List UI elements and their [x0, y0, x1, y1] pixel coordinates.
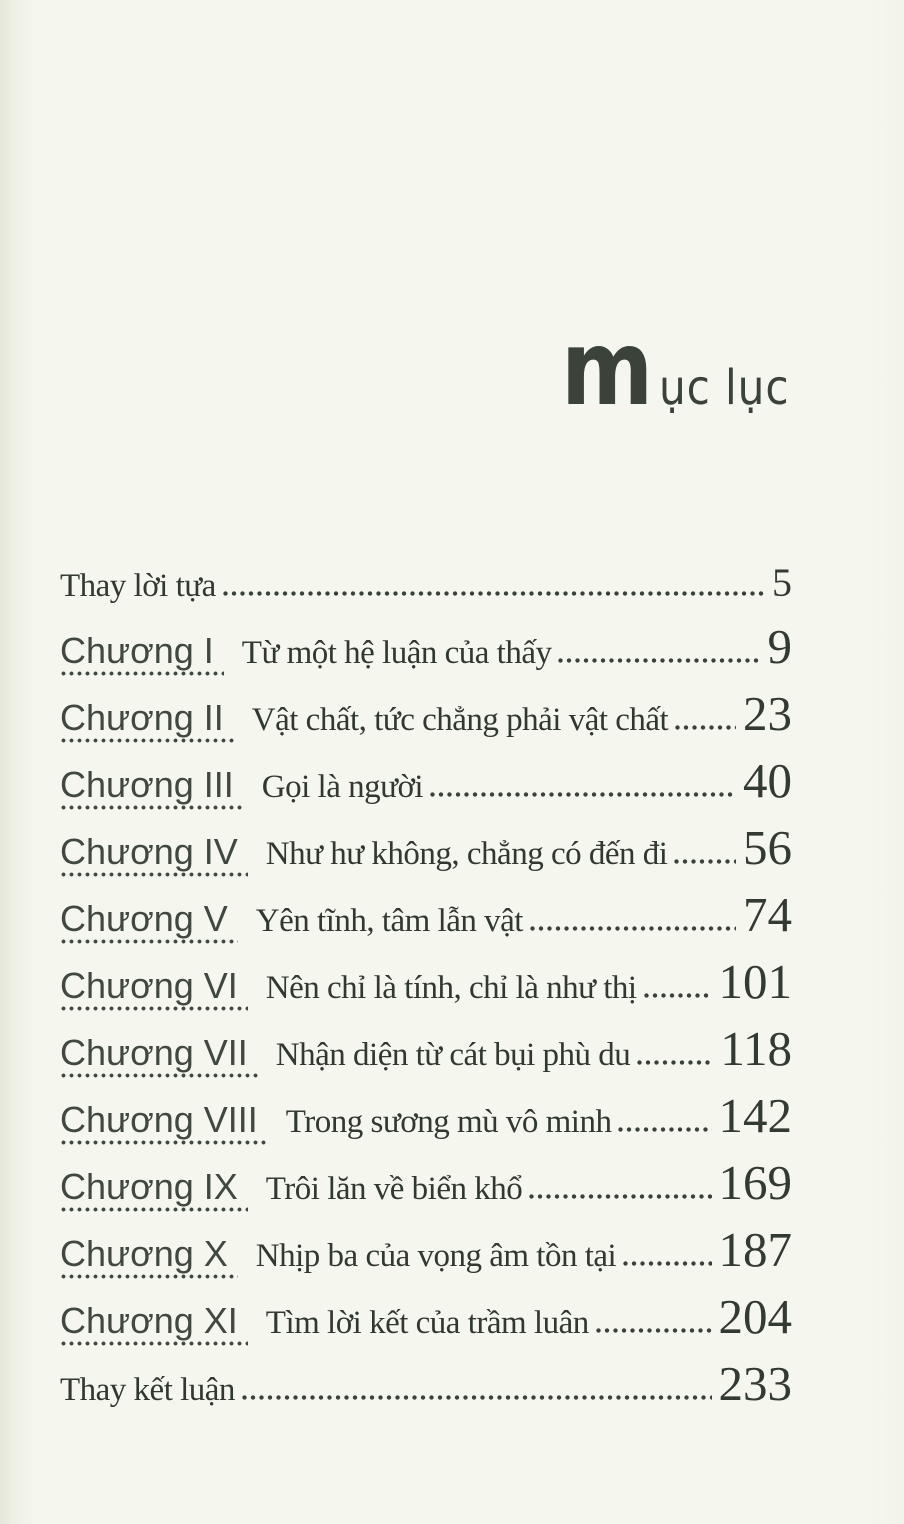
- toc-entry: [60, 887, 792, 942]
- toc-entry: [60, 1021, 792, 1076]
- chapter-label: Chương V: [60, 898, 228, 939]
- entry-page-number: 204: [718, 1289, 792, 1344]
- entry-page-number: 233: [718, 1356, 792, 1411]
- chapter-label: Chương XI: [60, 1300, 238, 1341]
- chapter-label: Chương II: [60, 697, 224, 738]
- entry-title: Trong sương mù vô minh: [285, 1104, 612, 1140]
- dot-leader: [637, 1060, 713, 1065]
- entry-page-number: 101: [718, 954, 792, 1009]
- entry-title: Thay lời tựa: [60, 568, 216, 604]
- entry-title: Nên chỉ là tính, chỉ là như thị: [265, 970, 637, 1006]
- entry-title: Nhận diện từ cát bụi phù du: [275, 1037, 631, 1073]
- entry-page-number: 56: [743, 820, 792, 875]
- entry-page-number: 23: [743, 686, 792, 741]
- page-title-drop-cap: m: [561, 309, 654, 429]
- toc-entry: [60, 954, 792, 1009]
- entry-title: Vật chất, tức chẳng phải vật chất: [251, 702, 669, 738]
- toc-entry: [60, 1222, 792, 1277]
- entry-title: Từ một hệ luận của thấy: [241, 635, 552, 671]
- chapter-label: Chương X: [60, 1233, 228, 1274]
- entry-title: Gọi là người: [261, 769, 424, 805]
- entry-title: Thay kết luận: [60, 1372, 235, 1408]
- entry-page-number: 5: [772, 560, 792, 605]
- entry-title: Yên tĩnh, tâm lẫn vật: [255, 903, 523, 939]
- dot-leader: [242, 1395, 712, 1400]
- dot-leader: [430, 792, 736, 797]
- dot-leader: [674, 859, 736, 864]
- entry-title: Tìm lời kết của trầm luân: [265, 1305, 589, 1341]
- entry-page-number: 40: [743, 753, 792, 808]
- chapter-label: Chương III: [60, 764, 234, 805]
- dot-leader: [558, 658, 760, 663]
- entry-page-number: 142: [718, 1088, 792, 1143]
- chapter-label: Chương VI: [60, 965, 238, 1006]
- entry-page-number: 169: [718, 1155, 792, 1210]
- entry-page-number: 74: [743, 887, 792, 942]
- entry-title: Nhịp ba của vọng âm tồn tại: [255, 1238, 617, 1274]
- toc-entry: [60, 820, 792, 875]
- dot-leader: [644, 993, 712, 998]
- toc-entry: [60, 1289, 792, 1344]
- toc-entry: [60, 753, 792, 808]
- toc-entry: [60, 686, 792, 741]
- dot-leader: [596, 1328, 712, 1333]
- entry-title: Như hư không, chẳng có đến đi: [265, 836, 668, 872]
- toc-entry: [60, 1356, 792, 1411]
- dot-leader: [530, 926, 736, 931]
- dot-leader: [223, 591, 765, 596]
- entry-page-number: 118: [720, 1021, 792, 1076]
- page-title-rest: ục lục: [659, 360, 790, 416]
- dot-leader: [623, 1261, 711, 1266]
- chapter-label: Chương VII: [60, 1032, 248, 1073]
- entry-page-number: 9: [767, 619, 792, 674]
- chapter-label: Chương VIII: [60, 1099, 258, 1140]
- toc-entry: [60, 1155, 792, 1210]
- chapter-label: Chương IV: [60, 831, 238, 872]
- entry-page-number: 187: [718, 1222, 792, 1277]
- toc-list: [60, 562, 792, 1430]
- toc-entry: [60, 562, 792, 607]
- dot-leader: [618, 1127, 711, 1132]
- toc-entry: [60, 1088, 792, 1143]
- toc-entry: [60, 619, 792, 674]
- dot-leader: [675, 725, 736, 730]
- chapter-label: Chương IX: [60, 1166, 238, 1207]
- chapter-label: Chương I: [60, 630, 214, 671]
- page-title: [561, 309, 807, 429]
- dot-leader: [529, 1194, 711, 1199]
- entry-title: Trôi lăn về biển khổ: [265, 1171, 523, 1207]
